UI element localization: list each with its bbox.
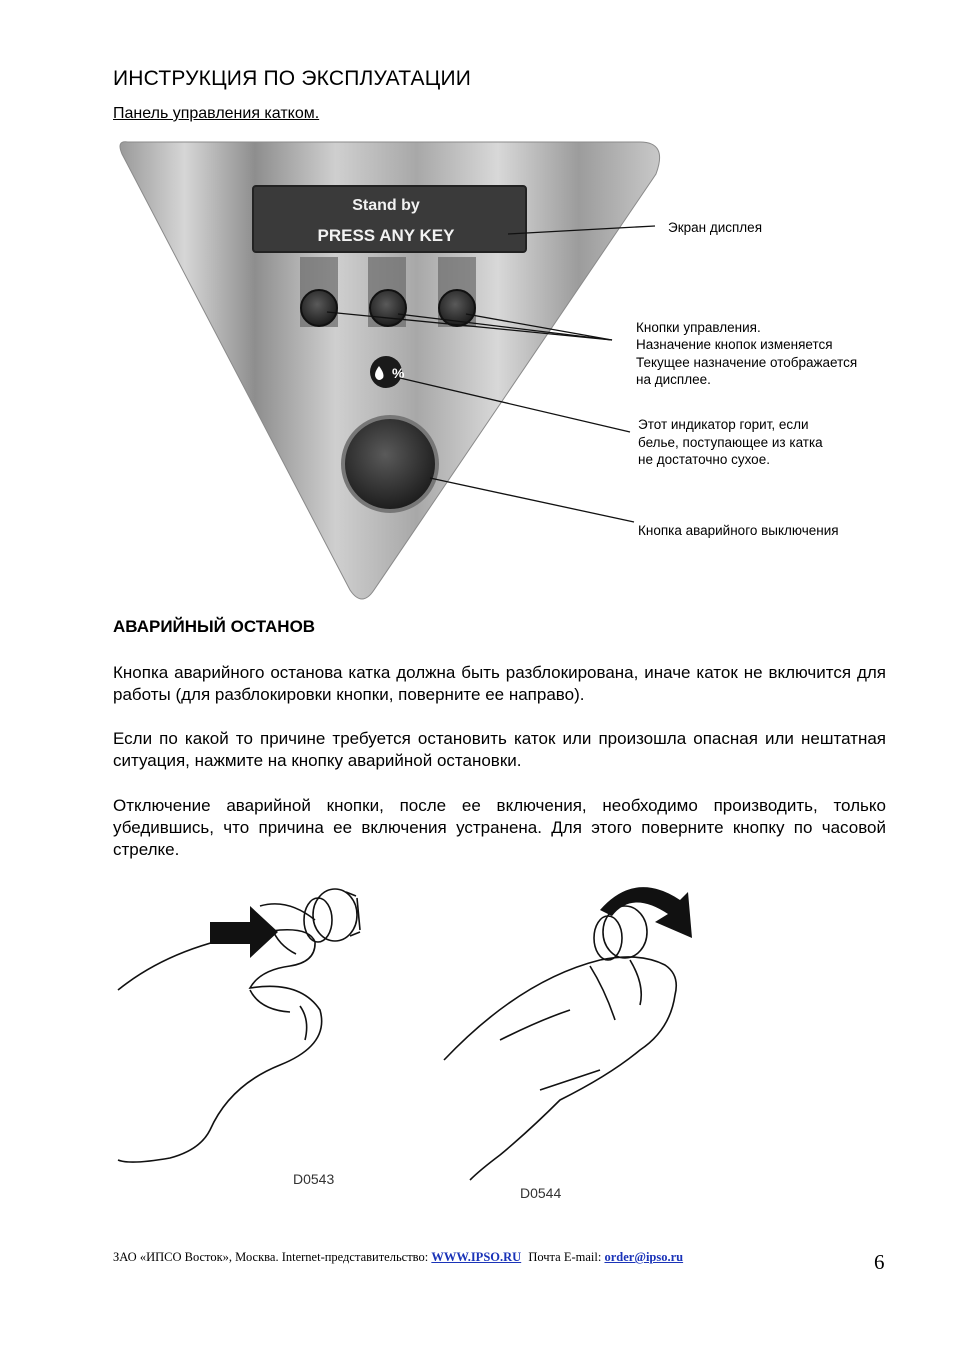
- section-heading: АВАРИЙНЫЙ ОСТАНОВ: [113, 617, 316, 636]
- footer-company: ЗАО «ИПСО Восток», Москва. Internet-представительство:: [113, 1250, 429, 1264]
- callout-emergency: Кнопка аварийного выключения: [638, 523, 839, 538]
- control-button-1[interactable]: [301, 290, 337, 326]
- callout-indicator-3: не достаточно сухое.: [638, 452, 770, 467]
- display-line2: PRESS ANY KEY: [317, 226, 455, 245]
- figure-right-label: D0544: [520, 1185, 562, 1201]
- callout-buttons-2: Назначение кнопок изменяется: [636, 337, 833, 352]
- control-button-2[interactable]: [370, 290, 406, 326]
- callout-display: Экран дисплея: [668, 220, 763, 235]
- paragraph-3: Отключение аварийной кнопки, после ее включения, необходимо производить, только убедившись, что причина ее включения устранена. Для этого поверните кнопку по часовой стрелке.: [113, 796, 886, 859]
- figure-press-button: [110, 870, 410, 1190]
- callout-buttons-1: Кнопки управления.: [636, 320, 761, 335]
- figure-turn-button: [440, 870, 740, 1201]
- website-link[interactable]: WWW.IPSO.RU: [431, 1250, 522, 1264]
- emergency-stop-button[interactable]: [343, 417, 437, 511]
- paragraph-2: Если по какой то причине требуется остановить каток или произошла опасная или нештатная ситуация, нажмите на кнопку аварийной остановки.: [113, 729, 886, 770]
- email-link[interactable]: order@ipso.ru: [604, 1250, 684, 1264]
- callout-buttons-3: Текущее назначение отображается: [636, 355, 858, 370]
- callout-buttons-4: на дисплее.: [636, 372, 711, 387]
- page-number: 6: [874, 1250, 885, 1274]
- figure-left-label: D0543: [293, 1171, 335, 1187]
- callout-indicator-2: белье, поступающее из катка: [638, 435, 823, 450]
- indicator-percent: %: [392, 365, 405, 381]
- panel-subtitle: Панель управления катком.: [113, 105, 320, 122]
- rotate-arrow-icon: [600, 887, 692, 938]
- display-line1: Stand by: [352, 197, 420, 214]
- paragraph-1: Кнопка аварийного останова катка должна быть разблокирована, иначе каток не включится для работы (для разблокировки кнопки, поверните ее направо).: [113, 663, 886, 704]
- footer: [113, 1250, 683, 1265]
- press-arrow-icon: [210, 906, 278, 958]
- footer-email-label: Почта E-mail:: [528, 1250, 602, 1264]
- callout-indicator-1: Этот индикатор горит, если: [638, 417, 809, 432]
- page-title: ИНСТРУКЦИЯ ПО ЭКСПЛУАТАЦИИ: [113, 67, 472, 90]
